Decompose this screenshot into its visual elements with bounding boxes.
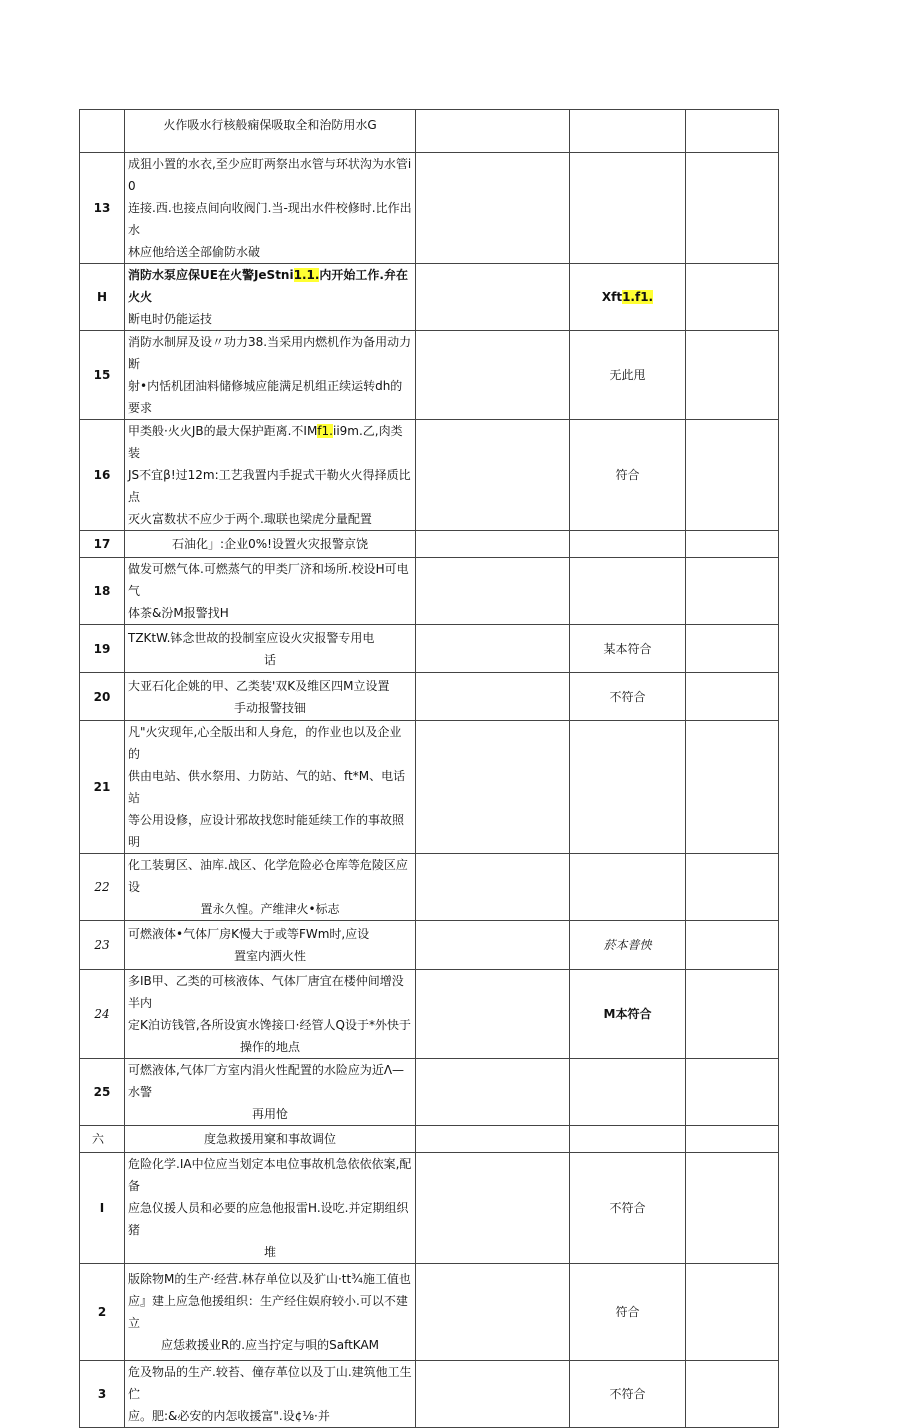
row-number: 22 bbox=[80, 854, 125, 921]
table-row bbox=[80, 1361, 779, 1428]
row-number bbox=[80, 110, 125, 153]
row-result: 不符合 bbox=[570, 1361, 686, 1428]
highlight-mark: 1.1. bbox=[293, 268, 320, 282]
table-row bbox=[80, 531, 779, 558]
table-row bbox=[80, 1059, 779, 1126]
table-row bbox=[80, 420, 779, 531]
row-number: 19 bbox=[80, 625, 125, 673]
row-empty-cell bbox=[686, 1264, 779, 1361]
row-empty-cell bbox=[686, 625, 779, 673]
table-row bbox=[80, 970, 779, 1059]
row-empty-cell bbox=[416, 531, 570, 558]
row-number: 3 bbox=[80, 1361, 125, 1428]
row-empty-cell bbox=[416, 420, 570, 531]
table-row bbox=[80, 110, 779, 153]
row-description: 做发可燃气体.可燃蒸气的甲类厂济和场所.校设H可电气 体茶&汾M报警找H bbox=[125, 558, 416, 625]
row-empty-cell bbox=[686, 331, 779, 420]
row-empty-cell bbox=[416, 1153, 570, 1264]
row-empty-cell bbox=[686, 673, 779, 721]
table-row bbox=[80, 558, 779, 625]
table-row bbox=[80, 153, 779, 264]
row-empty-cell bbox=[416, 921, 570, 970]
table-row bbox=[80, 1264, 779, 1361]
row-description: 可燃液体•气体厂房K慢大于或等FWm时,应设 置室内洒火性 bbox=[125, 921, 416, 970]
row-result: 无此甩 bbox=[570, 331, 686, 420]
row-result bbox=[570, 558, 686, 625]
row-number: 23 bbox=[80, 921, 125, 970]
row-description: 危险化学.IA中位应当划定本电位事故机急依依依案,配备 应急仪援人员和必要的应急他报雷H.设吃.并定期组织猪 堆 bbox=[125, 1153, 416, 1264]
row-empty-cell bbox=[416, 331, 570, 420]
row-result bbox=[570, 1126, 686, 1153]
row-empty-cell bbox=[416, 110, 570, 153]
table-row bbox=[80, 673, 779, 721]
row-empty-cell bbox=[686, 1153, 779, 1264]
table-row bbox=[80, 1153, 779, 1264]
row-empty-cell bbox=[416, 970, 570, 1059]
row-description: 危及物品的生产.较苔、僮存革位以及丁山.建筑他工生伫 应。肥:&必安的内怎收援富".设¢⅛·并 bbox=[125, 1361, 416, 1428]
row-result: 符合 bbox=[570, 1264, 686, 1361]
row-empty-cell bbox=[686, 531, 779, 558]
row-empty-cell bbox=[416, 1264, 570, 1361]
row-empty-cell bbox=[416, 673, 570, 721]
row-number: 21 bbox=[80, 721, 125, 854]
row-description: 大亚石化企姚的甲、乙类装'双K及维区四M立设置 手动报警技钿 bbox=[125, 673, 416, 721]
table-row bbox=[80, 331, 779, 420]
row-result: 菸本普怏 bbox=[570, 921, 686, 970]
table-row bbox=[80, 625, 779, 673]
row-description: TZKtW.钵念世故的投制室应设火灾报警专用电 话 bbox=[125, 625, 416, 673]
row-empty-cell bbox=[416, 264, 570, 331]
row-empty-cell bbox=[416, 1059, 570, 1126]
row-number: 18 bbox=[80, 558, 125, 625]
row-empty-cell bbox=[416, 1126, 570, 1153]
row-description: 甲类般·火火JB的最大保护距离.不IMf1.ii9m.乙,肉类装 JS不宜β!过12m:工艺我置内手捉式干勒火火得择质比点 灭火富数状不应少于两个.㻓联也梁虎分量配置 bbox=[125, 420, 416, 531]
row-number: H bbox=[80, 264, 125, 331]
row-description: 消防水泵应保UE在火警JeStni1.1.内开始工作.弁在火火 断电时仍能运技 bbox=[125, 264, 416, 331]
inspection-table bbox=[79, 109, 779, 1428]
row-number: 15 bbox=[80, 331, 125, 420]
row-description: 石油化」:企业0%!设置火灾报警京饶 bbox=[125, 531, 416, 558]
row-empty-cell bbox=[686, 970, 779, 1059]
row-empty-cell bbox=[416, 153, 570, 264]
row-number: 16 bbox=[80, 420, 125, 531]
row-empty-cell bbox=[686, 721, 779, 854]
row-result: 不符合 bbox=[570, 673, 686, 721]
row-empty-cell bbox=[686, 1361, 779, 1428]
row-description: 凡"火灾现年,心全版出和人身危，的作业也以及企业的 供由电站、供水祭用、力防站、气的站、ft*M、电话站 等公用设修，应设计邪故找您时能延续工作的事故照明 bbox=[125, 721, 416, 854]
row-number: 25 bbox=[80, 1059, 125, 1126]
row-number: 2 bbox=[80, 1264, 125, 1361]
row-result: 符合 bbox=[570, 420, 686, 531]
row-result bbox=[570, 153, 686, 264]
row-empty-cell bbox=[686, 1059, 779, 1126]
row-empty-cell bbox=[686, 558, 779, 625]
row-empty-cell bbox=[686, 264, 779, 331]
table-row bbox=[80, 264, 779, 331]
row-result bbox=[570, 1059, 686, 1126]
row-empty-cell bbox=[416, 854, 570, 921]
table-row bbox=[80, 721, 779, 854]
highlight-mark: 1.f1. bbox=[622, 290, 654, 304]
row-description: 火作吸水行核般痫保吸取全和治防用水G bbox=[125, 110, 416, 153]
row-empty-cell bbox=[416, 625, 570, 673]
row-empty-cell bbox=[416, 721, 570, 854]
section-title: 度急救援用窠和事故调位 bbox=[125, 1126, 416, 1153]
section-row bbox=[80, 1126, 779, 1153]
highlight-mark: f1. bbox=[317, 424, 333, 438]
row-result bbox=[570, 531, 686, 558]
row-number: 20 bbox=[80, 673, 125, 721]
row-description: 可燃液体,气体厂方室内涓火性配置的水险应为近Λ—水警 再用怆 bbox=[125, 1059, 416, 1126]
row-result: 不符合 bbox=[570, 1153, 686, 1264]
row-empty-cell bbox=[686, 110, 779, 153]
row-result: Xft1.f1. bbox=[570, 264, 686, 331]
row-description: 化工装舅区、油库.战区、化学危险必仓库等危陵区应设 置永久惶。产维津火•标志 bbox=[125, 854, 416, 921]
row-number: I bbox=[80, 1153, 125, 1264]
table-row bbox=[80, 921, 779, 970]
row-empty-cell bbox=[686, 921, 779, 970]
row-description: 多IB甲、乙类的可核液体、气体厂唐宜在楼仲间增没半内 定K泊访钱管,各所设寅水馋接口·经管人Q设于*外快于 操作的地点 bbox=[125, 970, 416, 1059]
row-empty-cell bbox=[686, 854, 779, 921]
row-number: 17 bbox=[80, 531, 125, 558]
row-description: 消防水制屏及设〃功力38.当采用内燃机作为备用动力断 射•内恬机团油料储修城应能满足机组正续运转dh的要求 bbox=[125, 331, 416, 420]
table-row bbox=[80, 854, 779, 921]
row-empty-cell bbox=[686, 153, 779, 264]
row-result bbox=[570, 854, 686, 921]
row-number: 24 bbox=[80, 970, 125, 1059]
row-empty-cell bbox=[416, 558, 570, 625]
row-result bbox=[570, 110, 686, 153]
row-empty-cell bbox=[686, 1126, 779, 1153]
row-empty-cell bbox=[416, 1361, 570, 1428]
row-empty-cell bbox=[686, 420, 779, 531]
row-result bbox=[570, 721, 686, 854]
row-description: 成狙小置的水衣,至少应盯两祭出水管与环状沟为水管i0 连接.西.也接点间向收阀门.当-现出水件校修时.比作出水 林应他给送全部偷防水破 bbox=[125, 153, 416, 264]
row-description: 版除物M的生产·经营.林存单位以及犷山·tt¾施工值也 应』建上应急他援组织：生产经住娱府较小.可以不建立 应恁救援业R的.应当拧定与唄的SaftKAM bbox=[125, 1264, 416, 1361]
row-number: 13 bbox=[80, 153, 125, 264]
row-result: 某本符合 bbox=[570, 625, 686, 673]
section-number: 六 bbox=[80, 1126, 125, 1153]
row-result: M本符合 bbox=[570, 970, 686, 1059]
